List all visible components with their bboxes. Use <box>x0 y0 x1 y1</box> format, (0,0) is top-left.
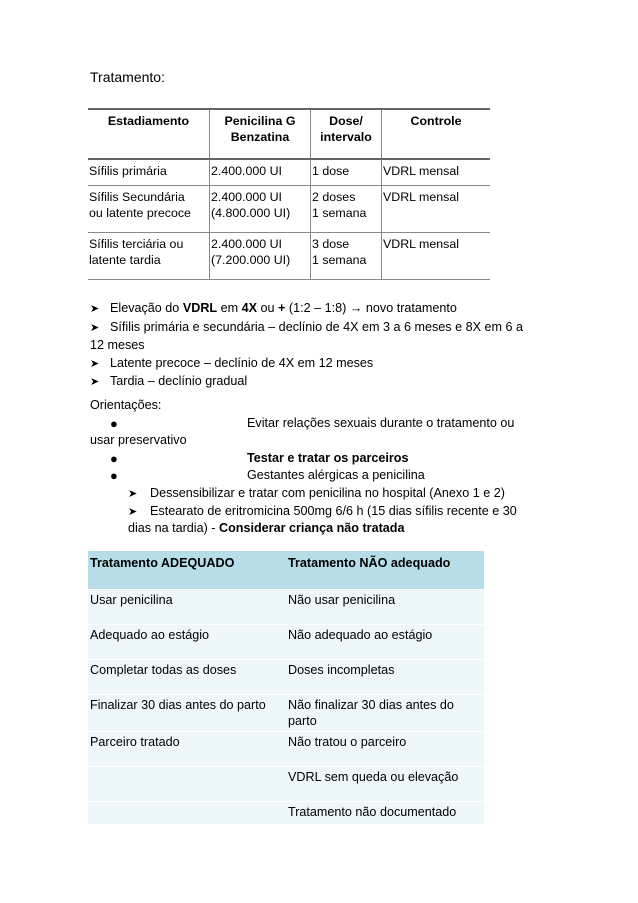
list-item: ➤ Sífilis primária e secundária – declínio de 4X em 3 a 6 meses e 8X em 6 a <box>90 319 540 338</box>
arrow-bullet-icon: ➤ <box>128 487 138 500</box>
list-item-continuation: usar preservativo <box>90 433 187 448</box>
treatment-adequacy-table <box>88 551 484 825</box>
cell-dose: 3 dose 1 semana <box>311 233 382 280</box>
cell-not-adequate: Doses incompletas <box>282 660 484 695</box>
table-row <box>88 590 484 625</box>
col-header-not-adequate: Tratamento NÃO adequado <box>282 551 484 590</box>
sub-list-item: ➤ Dessensibilizar e tratar com penicilina no hospital (Anexo 1 e 2) <box>128 485 540 503</box>
arrow-bullet-icon: ➤ <box>90 376 100 389</box>
arrow-bullet-icon: ➤ <box>90 357 100 370</box>
cell-not-adequate: VDRL sem queda ou elevação <box>282 767 484 802</box>
sub-list-item: ➤ Estearato de eritromicina 500mg 6/6 h (15 dias sífilis recente e 30 <box>128 503 540 521</box>
table-row <box>88 625 484 660</box>
cell-adequate: Parceiro tratado <box>88 732 282 767</box>
cell-stage: Sífilis terciária ou latente tardia <box>88 233 210 280</box>
orientations-section <box>90 397 540 538</box>
list-item-continuation: 12 meses <box>90 338 145 353</box>
orientations-title: Orientações: <box>90 398 162 412</box>
list-item: ● Evitar relações sexuais durante o tratamento ou <box>110 415 515 431</box>
cell-adequate: Completar todas as doses <box>88 660 282 695</box>
list-item: ➤ Tardia – declínio gradual <box>90 373 540 392</box>
table-row <box>88 233 490 280</box>
list-item: ➤ Latente precoce – declínio de 4X em 12 meses <box>90 355 540 374</box>
cell-stage: Sífilis primária <box>88 159 210 186</box>
arrow-bullet-icon: ➤ <box>90 321 100 334</box>
arrow-bullet-icon: ➤ <box>128 505 138 518</box>
follow-up-bullet-list <box>90 300 540 392</box>
table-row <box>88 186 490 233</box>
cell-penicillin: 2.400.000 UI (4.800.000 UI) <box>210 186 311 233</box>
cell-control: VDRL mensal <box>382 159 491 186</box>
cell-control: VDRL mensal <box>382 186 491 233</box>
table-header-row <box>88 551 484 590</box>
cell-adequate: Adequado ao estágio <box>88 625 282 660</box>
list-item: ➤ Elevação do VDRL em 4X ou + (1:2 – 1:8) → novo tratamento <box>90 300 540 319</box>
table-row <box>88 660 484 695</box>
bullet-dot-icon: ● <box>110 450 118 466</box>
cell-penicillin: 2.400.000 UI (7.200.000 UI) <box>210 233 311 280</box>
col-header-dose: Dose/ intervalo <box>311 109 382 159</box>
cell-not-adequate: Tratamento não documentado <box>282 802 484 825</box>
cell-adequate <box>88 767 282 802</box>
section-heading: Tratamento: <box>90 69 165 85</box>
cell-dose: 1 dose <box>311 159 382 186</box>
arrow-bullet-icon: ➤ <box>90 303 100 315</box>
table-row <box>88 695 484 732</box>
table-row <box>88 802 484 825</box>
table-row <box>88 732 484 767</box>
list-item: ● Gestantes alérgicas a penicilina <box>110 468 425 484</box>
cell-not-adequate: Não finalizar 30 dias antes do parto <box>282 695 484 732</box>
list-item: ● Testar e tratar os parceiros <box>110 450 409 466</box>
staging-table <box>88 108 490 280</box>
col-header-stage: Estadiamento <box>88 109 210 159</box>
cell-dose: 2 doses 1 semana <box>311 186 382 233</box>
cell-penicillin: 2.400.000 UI <box>210 159 311 186</box>
col-header-adequate: Tratamento ADEQUADO <box>88 551 282 590</box>
cell-adequate: Usar penicilina <box>88 590 282 625</box>
table-row <box>88 159 490 186</box>
table-row <box>88 767 484 802</box>
cell-not-adequate: Não tratou o parceiro <box>282 732 484 767</box>
cell-not-adequate: Não usar penicilina <box>282 590 484 625</box>
cell-adequate <box>88 802 282 825</box>
cell-not-adequate: Não adequado ao estágio <box>282 625 484 660</box>
table-header-row <box>88 109 490 159</box>
bullet-dot-icon: ● <box>110 415 118 431</box>
bullet-dot-icon: ● <box>110 468 118 484</box>
cell-stage: Sífilis Secundária ou latente precoce <box>88 186 210 233</box>
sub-list-item-continuation: dias na tardia) - Considerar criança não tratada <box>128 521 405 536</box>
cell-adequate: Finalizar 30 dias antes do parto <box>88 695 282 732</box>
col-header-control: Controle <box>382 109 491 159</box>
cell-control: VDRL mensal <box>382 233 491 280</box>
col-header-penicillin: Penicilina G Benzatina <box>210 109 311 159</box>
